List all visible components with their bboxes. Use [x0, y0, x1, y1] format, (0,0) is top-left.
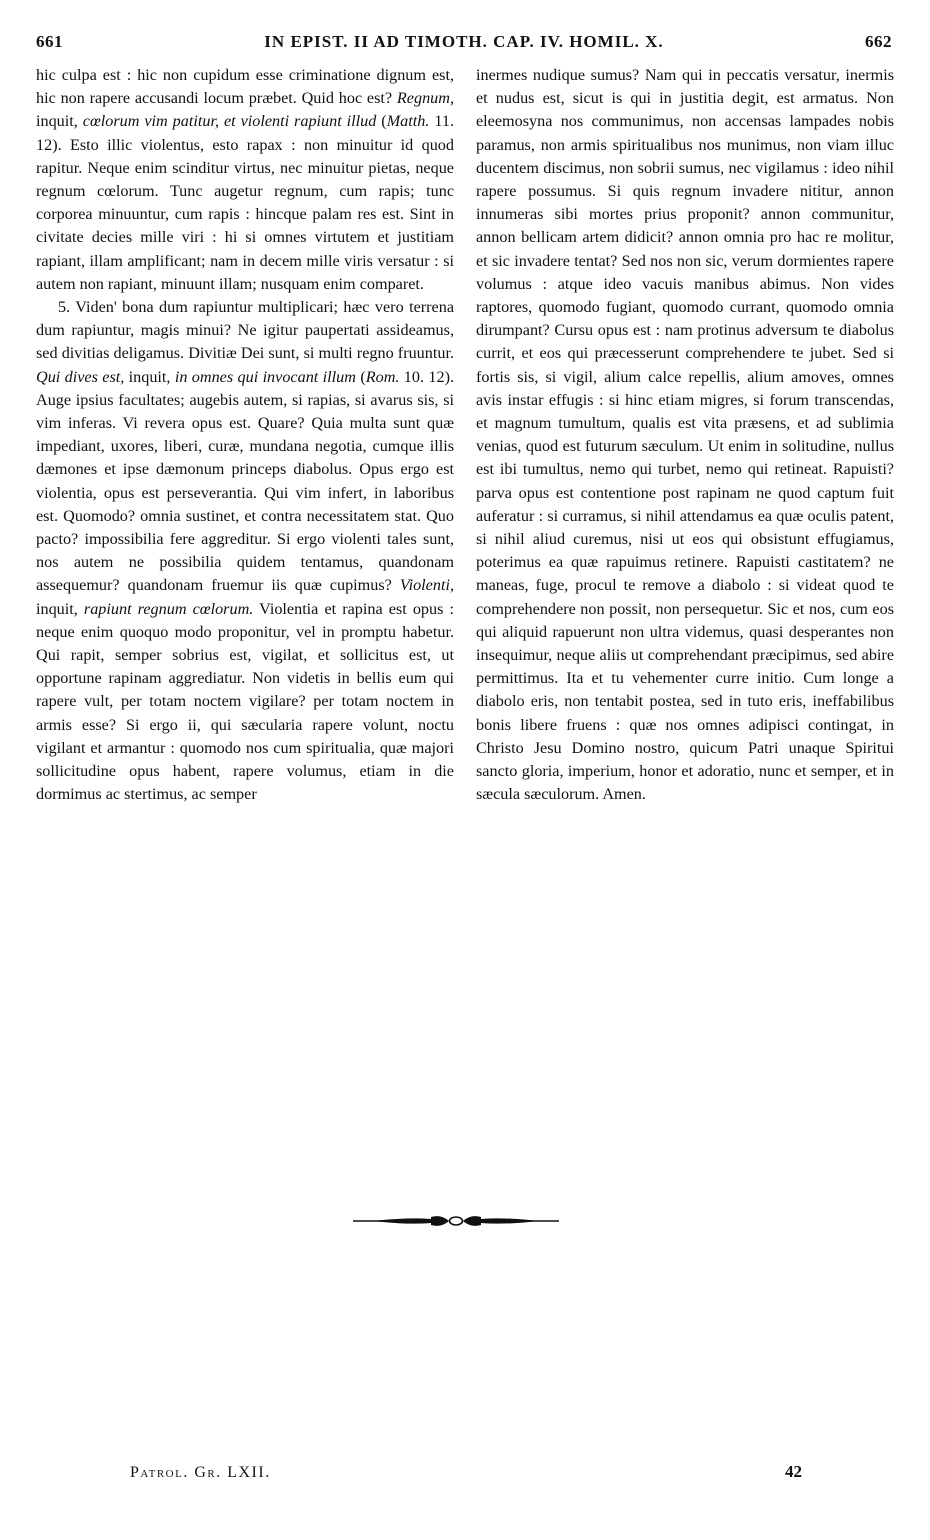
reference-italic: Rom. [365, 367, 400, 386]
text-run: 5. Viden' bona dum rapiuntur multiplicari; hæc vero terrena dum rapiuntur, magis minui? Ne igitur paupertati assideamus, sed divitias deligamus. Divitiæ Dei sunt, si multi regno fruuntur. [36, 298, 454, 363]
paragraph-continuation [36, 64, 454, 296]
sheet-number: 42 [785, 1462, 802, 1481]
quotation-italic: in omnes qui invocant illum [174, 367, 356, 386]
left-page-number: 661 [36, 32, 63, 51]
paragraph-section-5 [36, 296, 454, 806]
quotation-italic: rapiunt regnum cœlorum. [83, 599, 254, 618]
text-run: Violentia et rapina est opus : neque enim quoquo modo proponitur, vel in promptu habetur. Qui rapit, semper sobrius est, vigilat, et sollicitus est, ut opportune rapinam aggrediatur. Non videtis in bellis eum qui rapere vult, per totam noctem vigilare? per totam noctem in armis esse? Si ergo ii, qui sæcularia rapere volunt, noctu vigilant et armantur : quomodo nos cum spiritualia, quæ majori sollicitudine opus habent, rapere volumus, etiam in die dormimus ac stertimus, ac semper [36, 599, 454, 804]
text-run: 11. 12). Esto illic violentus, esto rapax : non minuitur id quod rapitur. Neque enim scinditur virtus, nec minuitur pietas, neque regnum cœlorum. Tunc augetur regnum, cum rapis; tunc corporea minuuntur, cum rapis : hincque palam res est. Sint in civitate decies mille viri : hi si omnes virtutem et justitiam rapiant, illam amplificant; nam in decem mille viris versatur : si autem non rapiant, minuunt illam; nusquam enim comparet. [36, 112, 454, 293]
text-columns [36, 64, 894, 807]
text-run: 10. 12). Auge ipsius facultates; augebis autem, si rapias, si avarus sis, si vim inferas. Vi revera opus est. Quare? Quia multa sunt quæ impediant, uxores, liberi, curæ, mundana negotia, cumque illis dæmones et ipse dæmonum princeps diabolus. Opus ergo est violentia, opus est perseverantia. Qui vim infert, in laboribus est. Quomodo? omnia sustinet, et contra necessitatem stat. Quo pacto? impossibilia fere aggreditur. Si ergo violenti tales sunt, nos autem ne possibilia quidem tentamus, quandonam assequemur? quandonam fruemur iis quæ cupimus? [36, 367, 455, 595]
reference-italic: Matth. [386, 112, 430, 131]
text-run: inermes nudique sumus? Nam qui in peccatis versatur, inermis et nudus est, sicut is qui in justitia degit, est armatus. Non eleemosyna nos communimus, non accensas lampades nobis paramus, non armis spiritualibus nos munimus, non viam illuc ducentem discimus, non sobrii sumus, nec vigilamus : ideo nihil rapere possumus. Si quis regnum invadere nititur, annon innumeras sibi mortes prius proponit? annon communitur, annon bellicam artem didicit? annon omnia pro hac re molitur, et sic invadere tentat? Sed nos non sic, verum dormientes rapere volumus : atque ideo vacuis manibus abimus. Non vides raptores, quomodo fugiant, quomodo currant, quomodo omnia dirumpant? Cursu opus est : nam protinus adversum te diabolus currit, et eos qui præcesserunt comprehendere te jubet. Sed si fortis sis, si vigil, alium calce repellis, alium amoves, omnes avis instar effugis : si hinc etiam migres, si forum transcendas, et magnum tumultum, qualis est vita præsens, et ad sublimia venias, quod est futurum sæculum. Ut enim in solitudine, nullus est ibi tumultus, nemo qui turbet, nemo qui retineat. Rapuisti? parva opus est contentione post rapinam ne quod captum fuit auferatur : si curramus, si nihil attendamus ea quæ oculis patent, si nihil aliud curemus, nisi ut eos qui obsistunt effugiamus, poterimus ea quæ rapuimus retinere. Rapuisti castitatem? ne maneas, fuge, procul te remove a diabolo : si videat quod te comprehendere non possit, non persequetur. Sic et nos, cum eos qui aliquid rapuerunt non ultra videmus, quasi desperantes non insequimur, neque aliis ut comprehendant præcipimus, sed abire permittimus. Ita et tu vehementer curre initio. Cum longe a diabolo eris, non tentabit postea, sed in tuto eris, ineffabilibus bonis libere fruens : quæ nos omnes adipisci contingat, in Christo Jesu Domino nostro, quicum Patri unaque Spiritui sancto gloria, imperium, honor et adoratio, nunc et semper, et in sæcula sæculorum. Amen. [476, 66, 894, 804]
text-run: ( [376, 112, 387, 131]
text-run: inquit, [124, 367, 175, 386]
left-column [36, 64, 454, 807]
text-run: inquit, [36, 599, 84, 618]
paragraph-continuation-right [476, 64, 894, 807]
right-column [476, 64, 894, 807]
quotation-italic: Violenti, [399, 576, 454, 595]
text-run: ( [355, 367, 366, 386]
running-title: IN EPIST. II AD TIMOTH. CAP. IV. HOMIL. X. [264, 32, 664, 51]
quotation-italic: Qui dives est, [36, 367, 125, 386]
quotation-italic: Regnum, [396, 89, 454, 108]
text-run: hic culpa est : hic non cupidum esse criminatione dignum est, hic non rapere accusandi locum præbet. Quid hoc est? [36, 66, 454, 108]
text-run: inquit, [36, 112, 83, 131]
quotation-italic: cœlorum vim patitur, et violenti rapiunt illud [82, 112, 377, 131]
right-page-number: 662 [864, 32, 892, 51]
page-footer [130, 1462, 802, 1482]
signature-mark: Patrol. Gr. LXII. [130, 1464, 271, 1481]
tailpiece-ornament-icon [353, 1212, 559, 1230]
running-header [36, 32, 892, 58]
